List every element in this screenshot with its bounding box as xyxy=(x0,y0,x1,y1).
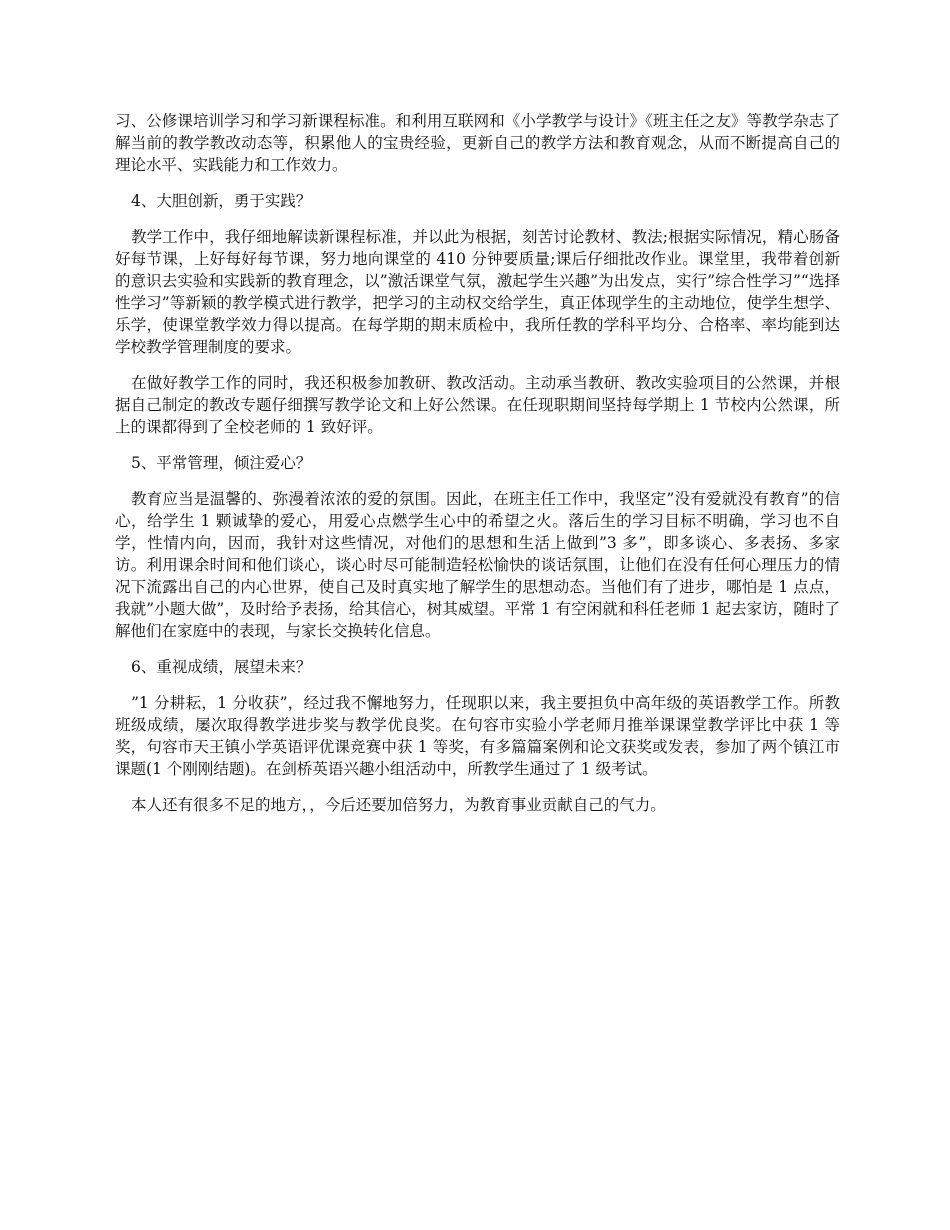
section-heading-5: 5、平常管理，倾注爱心？ xyxy=(131,454,312,472)
paragraph-class-management: 教育应当是温馨的、弥漫着浓浓的爱的氛围。因此，在班主任工作中，我坚定”没有爱就没有教育”的信心，给学生 1 颗诚挚的爱心，用爱心点燃学生心中的希望之火。落后生的学习目标不明确，学习也不自学，性情内向，因而，我针对这些情况，对他们的思想和生活上做到”3 多”，即多谈心、多表扬、多家访。利用课余时间和他们谈心，谈心时尽可能制造轻松愉快的谈话氛围，让他们在没有任何心理压力的情况下流露出自己的内心世界，使自己及时真实地了解学生的思想动态。当他们有了进步，哪怕是 1 点点，我就”小题大做”，及时给予表扬，给其信心，树其威望。平常 1 有空闲就和科任老师 1 起去家访，随时了解他们在家庭中的表现，与家长交换转化信息。 xyxy=(115,490,840,640)
section-heading-6: 6、重视成绩，展望未来？ xyxy=(131,658,312,676)
paragraph-teaching-research: 在做好教学工作的同时，我还积极参加教研、教改活动。主动承当教研、教改实验项目的公然课，并根据自己制定的教改专题仔细撰写教学论文和上好公然课。在任现职期间坚持每学期上 1 节校内公然课，所上的课都得到了全校老师的 1 致好评。 xyxy=(115,374,840,436)
paragraph-achievements: ”1 分耕耘，1 分收获”，经过我不懈地努力，任现职以来，我主要担负中高年级的英语教学工作。所教班级成绩，屡次取得教学进步奖与教学优良奖。在句容市实验小学老师月推举课课堂教学评比中获 1 等奖，句容市天王镇小学英语评优课竞赛中获 1 等奖，有多篇篇案例和论文获奖或发表，参加了两个镇江市课题(1 个刚刚结题)。在剑桥英语兴趣小组活动中，所教学生通过了 1 级考试。 xyxy=(115,694,840,778)
paragraph-teaching-work: 教学工作中，我仔细地解读新课程标准，并以此为根据，刻苦讨论教材、教法;根据实际情况，精心肠备好每节课，上好每好每节课，努力地向课堂的 410 分钟要质量;课后仔细批改作业。课堂里，我带着创新的意识去实验和实践新的教育理念，以”激活课堂气氛，激起学生兴趣”为出发点，实行”综合性学习”“选择性学习”等新颖的教学模式进行教学，把学习的主动权交给学生，真正体现学生的主动地位，使学生想学、乐学，使课堂教学效力得以提高。在每学期的期末质检中，我所任教的学科平均分、合格率、率均能到达学校教学管理制度的要求。 xyxy=(115,228,840,356)
section-heading-4: 4、大胆创新，勇于实践？ xyxy=(131,192,312,210)
document-page xyxy=(115,110,840,830)
paragraph-intro-continued: 习、公修课培训学习和学习新课程标准。和利用互联网和《小学教学与设计》《班主任之友》等教学杂志了解当前的教学教改动态等，积累他人的宝贵经验，更新自己的教学方法和教育观念，从而不断提高自己的理论水平、实践能力和工作效力。 xyxy=(115,112,840,174)
paragraph-conclusion: 本人还有很多不足的地方，，今后还要加倍努力，为教育事业贡献自己的气力。 xyxy=(131,796,666,814)
